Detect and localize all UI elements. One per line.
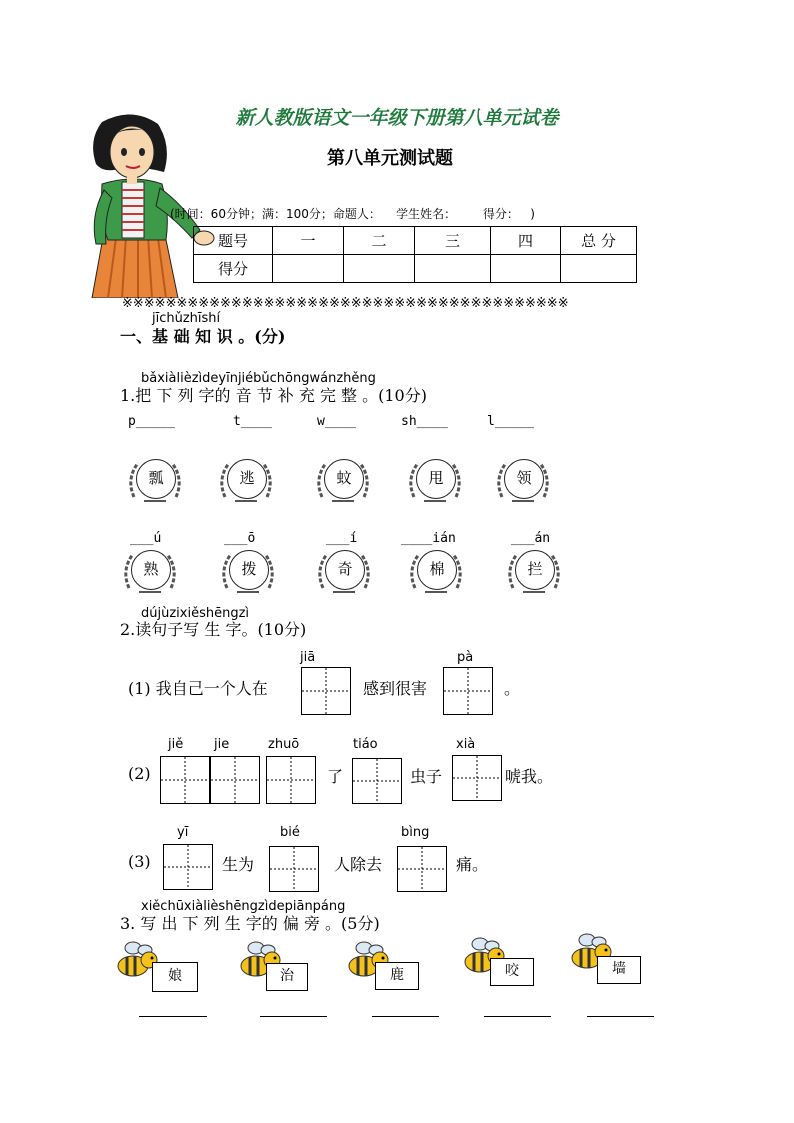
section1-title: 一、基 础 知 识 。(分) [120, 327, 286, 346]
q1-blank[interactable]: ___ú [130, 531, 162, 546]
score-input-cell[interactable] [415, 255, 491, 283]
section1-pinyin: jīchǔzhīshí [152, 311, 221, 326]
q2-pinyin: dújùzixiěshēngzì [141, 606, 250, 621]
writing-grid[interactable] [160, 756, 210, 804]
q1-blank[interactable]: sh____ [401, 414, 448, 429]
answer-line[interactable] [484, 1016, 551, 1017]
q1-blank[interactable]: ____ián [401, 531, 456, 546]
answer-line[interactable] [372, 1016, 439, 1017]
pinyin-label: jiě [168, 737, 184, 752]
score-input-cell[interactable] [561, 255, 637, 283]
sentence-text: 唬我。 [505, 767, 554, 786]
pinyin-label: jiā [300, 650, 316, 665]
sentence-text: 痛。 [456, 855, 489, 874]
sentence-text: 人除去 [334, 855, 383, 874]
writing-grid[interactable] [452, 755, 502, 801]
radical-char-box: 鹿 [375, 962, 419, 990]
exam-title: 新人教版语文一年级下册第八单元试卷 [235, 107, 559, 129]
table-cell: 得分 [194, 255, 273, 283]
q2-title: 2.读句子写 生 字。(10分) [120, 620, 307, 639]
radical-char-box: 咬 [490, 958, 534, 986]
radical-char-box: 娘 [152, 962, 198, 992]
writing-grid[interactable] [397, 846, 447, 892]
writing-grid[interactable] [210, 756, 260, 804]
q1-title: 1.把 下 列 字的 音 节 补 充 完 整 。(10分) [120, 386, 427, 405]
answer-line[interactable] [139, 1016, 207, 1017]
writing-grid[interactable] [301, 667, 351, 715]
score-input-cell[interactable] [273, 255, 344, 283]
wreath-char: 拨 [219, 546, 277, 596]
writing-grid[interactable] [443, 667, 493, 715]
pinyin-label: tiáo [353, 737, 378, 752]
wreath-char: 奇 [315, 546, 373, 596]
score-input-cell[interactable] [491, 255, 561, 283]
score-table [193, 226, 637, 283]
table-row [194, 255, 637, 283]
exam-info: (时间：60分钟；满：100分；命题人： 学生姓名： 得分： ) [170, 207, 535, 221]
q3-title: 3. 写 出 下 列 生 字的 偏 旁 。(5分) [120, 914, 380, 933]
sentence-text: 了 [327, 767, 344, 786]
pinyin-label: zhuō [268, 737, 300, 752]
sentence-text: 生为 [222, 855, 255, 874]
q1-blank[interactable]: p_____ [128, 414, 175, 429]
q3-pinyin: xiěchūxiàlièshēngzìdepiānpáng [141, 899, 346, 914]
table-row [194, 227, 637, 255]
wreath-char: 熟 [121, 546, 179, 596]
q1-pinyin: bǎxiàlièzìdeyīnjiébǔchōngwánzhěng [141, 371, 376, 386]
wreath-char: 甩 [406, 455, 464, 505]
sentence-text: (3) [128, 852, 151, 871]
score-input-cell[interactable] [344, 255, 415, 283]
wreath-char: 拦 [505, 546, 563, 596]
exam-subtitle: 第八单元测试题 [327, 148, 453, 169]
pinyin-label: xià [456, 737, 476, 752]
table-cell: 二 [344, 227, 415, 255]
q1-blank[interactable]: ___ō [224, 531, 256, 546]
answer-line[interactable] [587, 1016, 654, 1017]
writing-grid[interactable] [352, 758, 402, 804]
wreath-char: 逃 [217, 455, 275, 505]
pinyin-label: pà [457, 650, 474, 665]
q1-blank[interactable]: ___án [511, 531, 551, 546]
q1-blank[interactable]: t____ [233, 414, 273, 429]
wreath-char: 棉 [407, 546, 465, 596]
q1-blank[interactable]: l_____ [487, 414, 534, 429]
table-cell: 题号 [194, 227, 273, 255]
writing-grid[interactable] [266, 756, 316, 804]
answer-line[interactable] [260, 1016, 327, 1017]
sentence-text: 感到很害 [363, 679, 428, 698]
q1-blank[interactable]: w____ [317, 414, 357, 429]
sentence-text: (1) 我自己一个人在 [128, 679, 268, 698]
sentence-text: 虫子 [410, 767, 443, 786]
table-cell: 一 [273, 227, 344, 255]
sentence-text: (2) [128, 764, 151, 783]
wreath-char: 蚊 [314, 455, 372, 505]
table-cell: 三 [415, 227, 491, 255]
radical-char-box: 治 [266, 963, 308, 991]
pinyin-label: yī [177, 825, 189, 840]
wreath-char: 领 [494, 455, 552, 505]
separator-stars: ※※※※※※※※※※※※※※※※※※※※※※※※※※※※※※※※※※※※※※※※※ [122, 296, 569, 311]
pinyin-label: bié [280, 825, 300, 840]
q1-blank[interactable]: ___í [326, 531, 358, 546]
sentence-text: 。 [504, 679, 521, 698]
pinyin-label: bìng [401, 825, 430, 840]
table-cell: 四 [491, 227, 561, 255]
wreath-char: 瓢 [126, 455, 184, 505]
pinyin-label: jie [214, 737, 230, 752]
table-cell: 总 分 [561, 227, 637, 255]
writing-grid[interactable] [163, 844, 213, 890]
radical-char-box: 墙 [597, 956, 641, 984]
writing-grid[interactable] [269, 846, 319, 892]
